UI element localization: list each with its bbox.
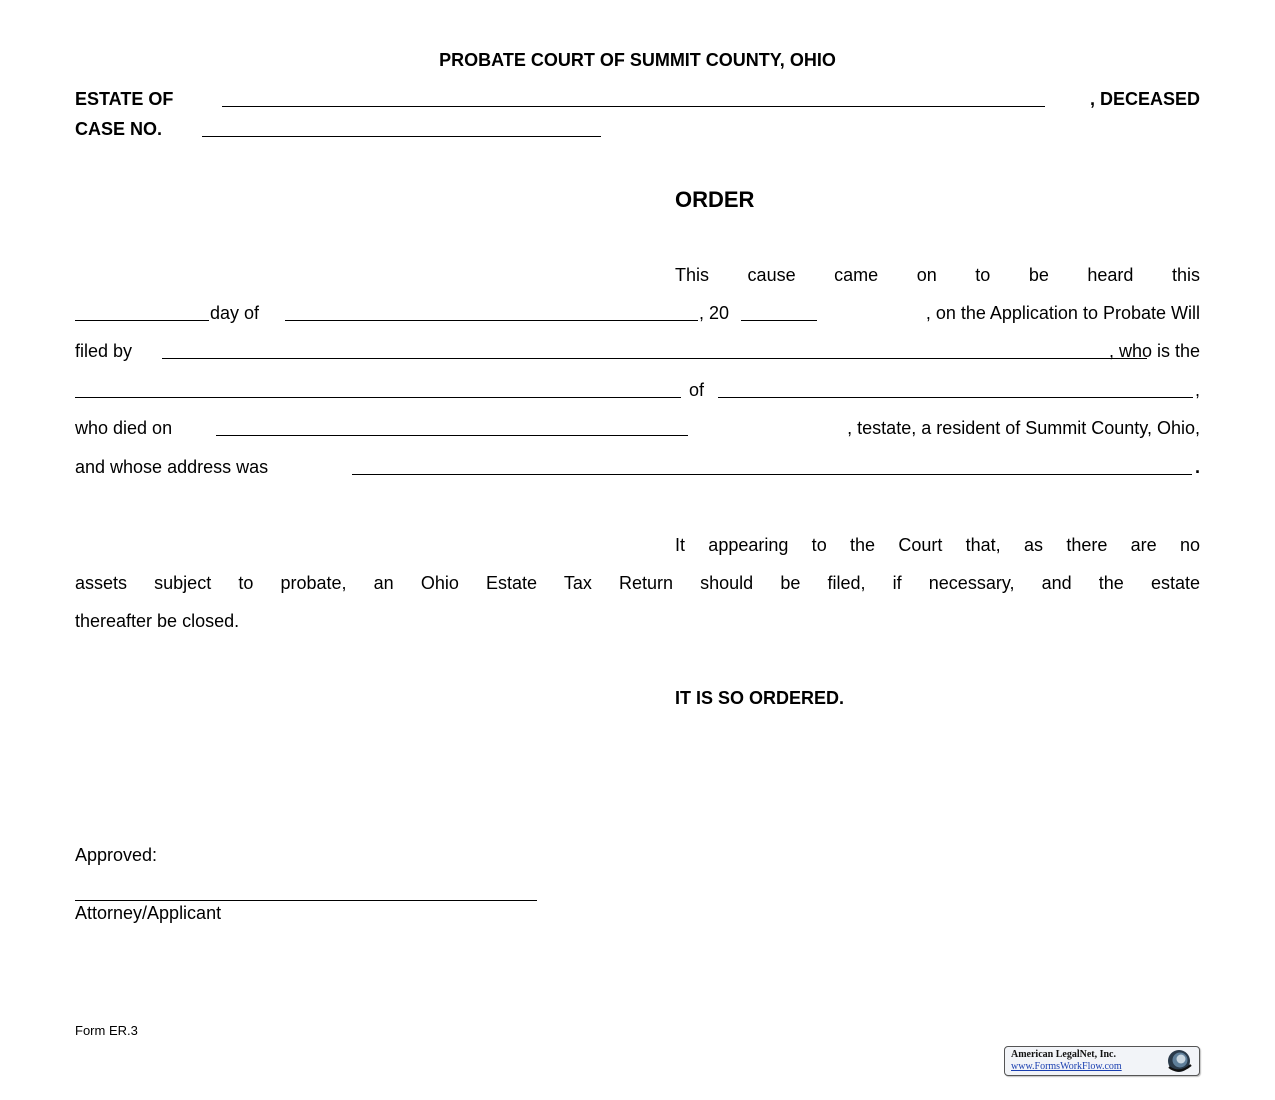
filed-by-text: filed by [75, 341, 133, 361]
comma-text: , [1194, 380, 1200, 400]
paragraph1-opening: This cause came on to be heard this [675, 265, 1200, 285]
day-of-text: day of [210, 303, 260, 323]
globe-logo-icon [1161, 1048, 1197, 1074]
paragraph1-line-date [75, 301, 1200, 325]
address-field[interactable] [352, 474, 1192, 475]
approved-label: Approved: [75, 845, 158, 865]
address-label-text: and whose address was [75, 457, 269, 477]
court-title: PROBATE COURT OF SUMMIT COUNTY, OHIO [439, 50, 836, 70]
applicant-name-field[interactable] [162, 358, 1147, 359]
attorney-applicant-label: Attorney/Applicant [75, 903, 222, 923]
paragraph1-line-address [75, 455, 1200, 479]
day-field[interactable] [75, 320, 209, 321]
publisher-name: American LegalNet, Inc. [1011, 1049, 1116, 1060]
paragraph2-line3: thereafter be closed. [75, 611, 240, 631]
so-ordered-text: IT IS SO ORDERED. [675, 688, 845, 708]
publisher-badge[interactable] [1004, 1046, 1200, 1076]
who-is-the-text: , who is the [1108, 341, 1200, 361]
case-number-field[interactable] [202, 136, 601, 137]
paragraph2-opening: It appearing to the Court that, as there are no [675, 535, 1200, 555]
paragraph1-line-relation [75, 378, 1200, 402]
paragraph1-line-death [75, 416, 1200, 440]
decedent-name-field[interactable] [718, 397, 1193, 398]
paragraph1-line-filed-by [75, 339, 1200, 363]
case-number-label: CASE NO. [75, 119, 163, 139]
estate-label: ESTATE OF [75, 89, 174, 109]
form-number: Form ER.3 [75, 1023, 138, 1038]
relationship-field[interactable] [75, 397, 681, 398]
of-text: of [689, 380, 705, 400]
date-of-death-field[interactable] [216, 435, 688, 436]
period-text: . [1194, 457, 1200, 477]
year-field[interactable] [741, 320, 817, 321]
who-died-on-text: who died on [75, 418, 173, 438]
estate-name-field[interactable] [222, 106, 1045, 107]
paragraph2-line2: assets subject to probate, an Ohio Estate Tax Return should be filed, if necessary, and the estate [75, 573, 1200, 593]
order-title: ORDER [675, 187, 755, 212]
publisher-website[interactable]: www.FormsWorkFlow.com [1011, 1061, 1122, 1072]
testate-text: , testate, a resident of Summit County, Ohio, [847, 418, 1200, 438]
application-text: , on the Application to Probate Will [925, 303, 1200, 323]
deceased-label: , DECEASED [1089, 89, 1200, 109]
month-field[interactable] [285, 320, 698, 321]
year-prefix-text: , 20 [699, 303, 730, 323]
